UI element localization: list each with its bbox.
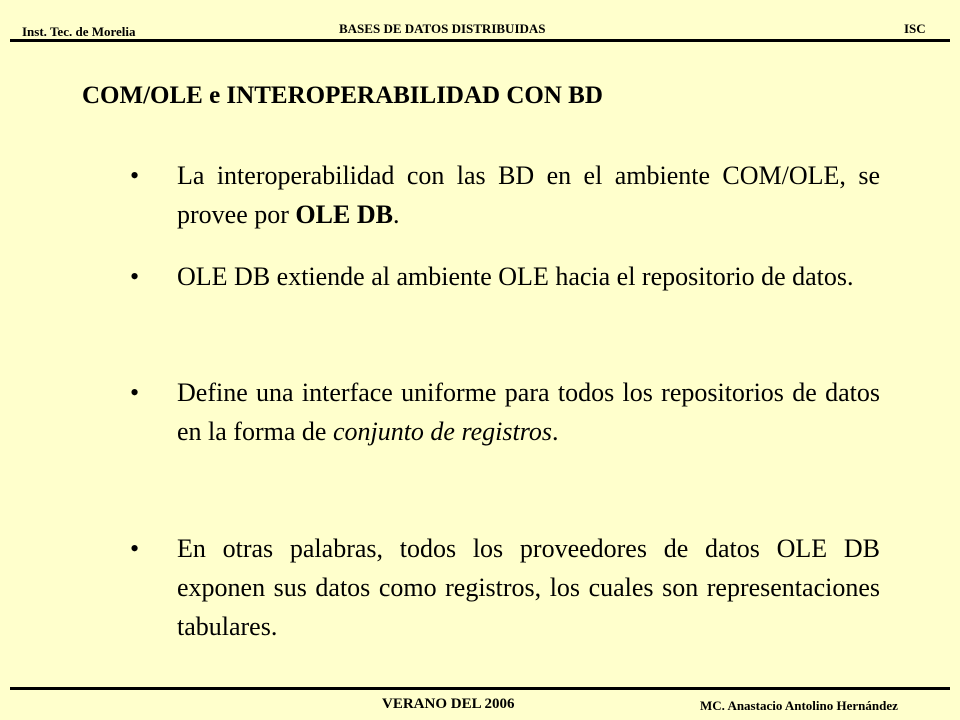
header-divider <box>10 39 950 42</box>
course-title: BASES DE DATOS DISTRIBUIDAS <box>339 21 546 36</box>
bullet-item <box>130 156 880 234</box>
bullet-text <box>177 373 880 451</box>
bullet-text-part: . <box>552 417 559 446</box>
bullet-italic-term: conjunto de registros <box>332 417 552 446</box>
slide-header <box>0 0 960 44</box>
author-label: MC. Anastacio Antolino Hernández <box>700 698 898 713</box>
institution-label: Inst. Tec. de Morelia <box>22 24 136 39</box>
bullet-item <box>130 373 880 451</box>
bullet-bold-term: OLE DB <box>295 200 393 229</box>
bullet-marker: • <box>130 262 140 291</box>
bullet-text <box>177 156 880 234</box>
bullet-text: OLE DB extiende al ambiente OLE hacia el repositorio de datos. <box>177 262 854 291</box>
bullet-marker: • <box>130 378 140 407</box>
bullet-text-part: Define una interface uniforme para todos los repositorios de datos en la forma de <box>177 378 880 446</box>
footer-divider <box>10 687 950 690</box>
bullet-text-part: La interoperabilidad con las BD en el ambiente COM/OLE, se provee por <box>177 161 880 229</box>
bullet-marker: • <box>130 161 140 190</box>
bullet-marker: • <box>130 534 140 563</box>
term-label: VERANO DEL 2006 <box>382 696 515 712</box>
slide-title: COM/OLE e INTEROPERABILIDAD CON BD <box>82 82 603 109</box>
bullet-item <box>130 529 880 646</box>
bullet-text: En otras palabras, todos los proveedores de datos OLE DB exponen sus datos como registros, los cuales son representaciones tabulares. <box>177 534 880 641</box>
bullet-item <box>130 257 880 296</box>
bullet-text-part: . <box>392 200 400 229</box>
program-label: ISC <box>904 21 926 36</box>
